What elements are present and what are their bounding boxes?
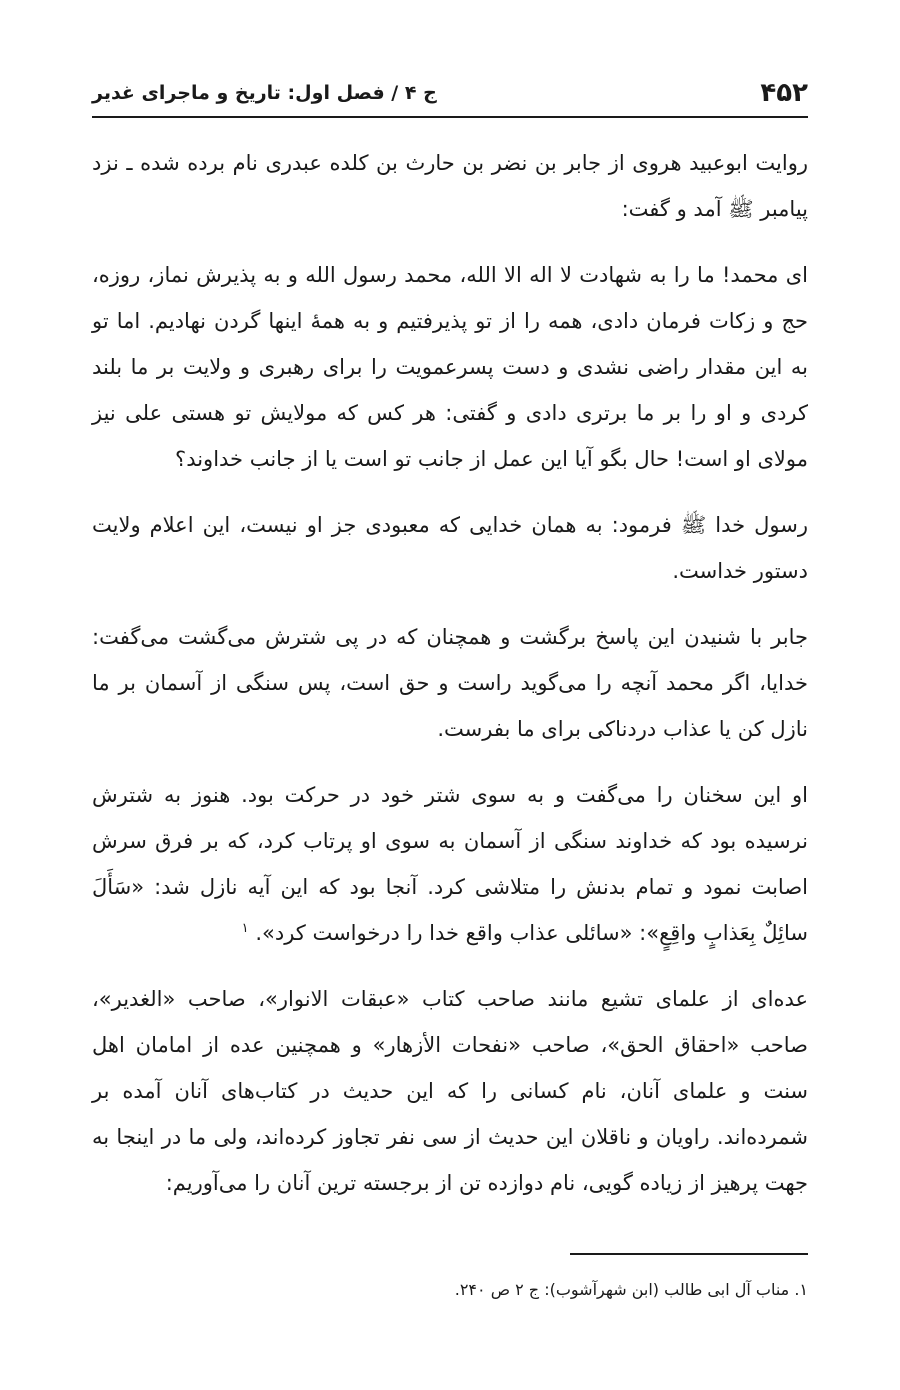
running-title: ج ۴ / فصل اول: تاریخ و ماجرای غدیر [92, 82, 437, 104]
paragraph-3: رسول خدا ﷺ فرمود: به همان خدایی که معبودی جز او نیست، این اعلام ولایت دستور خداست. [92, 513, 808, 583]
page-header [92, 70, 808, 118]
paragraph-5 [92, 772, 808, 956]
footnote: ۱. مناب آل ابی طالب (ابن شهرآشوب): ج ۲ ص ۲۴۰. [454, 1280, 808, 1299]
paragraph-5-text: او این سخنان را می‌گفت و به سوی شتر خود در حرکت بود. هنوز به شترش نرسیده بود که خداوند سنگی از آسمان به سوی او پرتاب کرد، که بر فرق سرش اصابت نمود و تمام بدنش را متلاشی کرد. آنجا بود که این آیه نازل شد: «سَأَلَ سائِلٌ بِعَذابٍ واقِعٍ»: «سائلی عذاب واقع خدا را درخواست کرد». [92, 783, 808, 945]
paragraph-1: روایت ابوعبید هروی از جابر بن نضر بن حارث بن کلده عبدری نام برده شده ـ نزد پیامبر ﷺ آمد و گفت: [92, 151, 808, 221]
paragraph-2: ای محمد! ما را به شهادت لا اله الا الله، محمد رسول الله و به پذیرش نماز، روزه، حج و زکات فرمان دادی، همه را از تو پذیرفتیم و به همهٔ اینها گردن نهادیم. اما تو به این مقدار راضی نشدی و دست پسرعمویت را برای رهبری و ولایت بر ما بلند کردی و او را بر ما برتری دادی و گفتی: هر کس که مولایش تو هستی علی نیز مولای او است! حال بگو آیا این عمل از جانب تو است یا از جانب خداوند؟ [92, 263, 808, 471]
page-number: ۴۵۲ [760, 78, 808, 108]
footnote-reference[interactable]: ۱ [241, 921, 249, 936]
main-text [92, 140, 808, 1226]
paragraph-4: جابر با شنیدن این پاسخ برگشت و همچنان که در پی شترش می‌گشت می‌گفت: خدایا، اگر محمد آنچه را می‌گوید راست و حق است، پس سنگی از آسمان بر ما نازل کن یا عذاب دردناکی برای ما بفرست. [92, 625, 808, 741]
footnote-divider [570, 1253, 808, 1255]
paragraph-6: عده‌ای از علمای تشیع مانند صاحب کتاب «عبقات الانوار»، صاحب «الغدیر»، صاحب «احقاق الحق»، صاحب «نفحات الأزهار» و همچنین عده از امامان اهل سنت و علمای آنان، نام کسانی را که این حدیث در کتاب‌های آنان آمده بر شمرده‌اند. راویان و ناقلان این حدیث از سی نفر تجاوز کرده‌اند، ولی ما در اینجا به جهت پرهیز از زیاده گویی، نام دوازده تن از برجسته ترین آنان را می‌آوریم: [92, 987, 808, 1195]
